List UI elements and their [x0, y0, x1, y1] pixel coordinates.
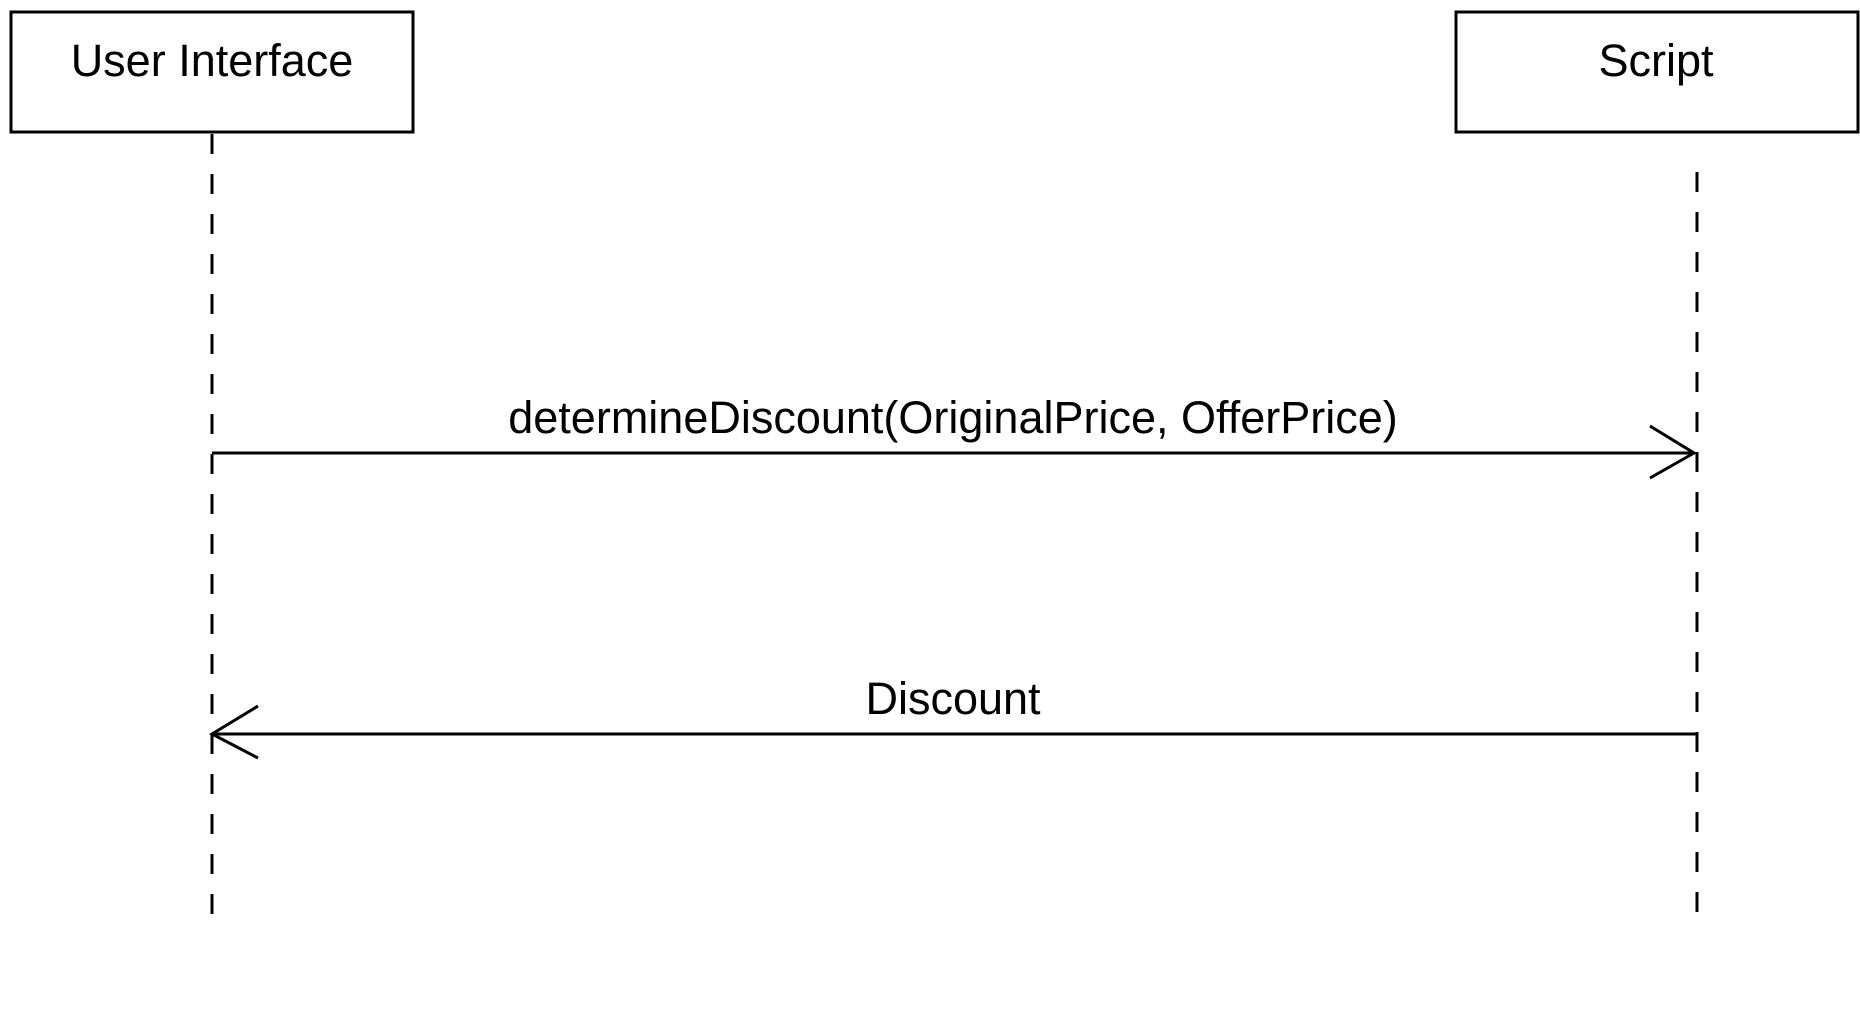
message-label: Discount [865, 673, 1041, 724]
participant-user-interface [11, 12, 413, 132]
arrowhead-left-icon [212, 706, 258, 758]
participant-label-user-interface: User Interface [70, 35, 354, 86]
message-determine-discount [212, 392, 1694, 478]
message-label: determineDiscount(OriginalPrice, OfferPrice) [508, 392, 1398, 443]
participant-label-script: Script [1598, 35, 1714, 86]
message-discount-return [212, 673, 1697, 758]
participant-script [1456, 12, 1858, 132]
